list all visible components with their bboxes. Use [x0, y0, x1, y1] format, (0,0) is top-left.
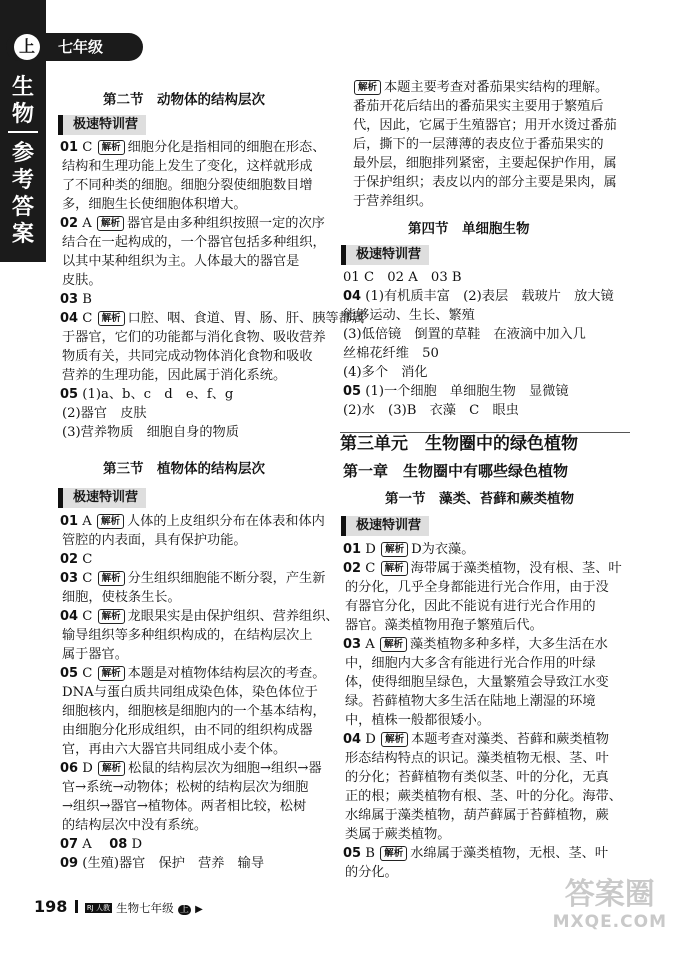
answer-text: 人体的上皮组织分布在体表和体内 [127, 514, 325, 529]
answer-line [60, 531, 330, 550]
answer-line [353, 78, 633, 97]
answer-choice: B [82, 292, 92, 307]
analysis-tag: 解析 [98, 311, 125, 326]
question-number: 05 [60, 666, 79, 681]
section-2-title: 第二节 动物体的结构层次 [103, 92, 265, 108]
question-number: 06 [60, 761, 79, 776]
answer-line [60, 176, 330, 195]
question-number: 01 [343, 542, 362, 557]
answer-line [60, 683, 330, 702]
answer-text: 海带属于藻类植物，没有根、茎、叶 [410, 561, 622, 576]
answer-line [60, 854, 330, 873]
answer-text: 藻类植物多种多样，大多生活在水 [410, 637, 608, 652]
analysis-tag: 解析 [98, 761, 125, 776]
analysis-tag: 解析 [98, 571, 125, 586]
watermark [553, 878, 667, 932]
analysis-tag: 解析 [354, 80, 381, 95]
answer-line [343, 325, 633, 344]
answer-line [60, 214, 330, 233]
analysis-tag: 解析 [97, 514, 124, 529]
answer-line [343, 268, 633, 287]
answer-choice: D [131, 837, 143, 852]
answer-text: 最外层，细胞排列紧密，主要起保护作用，属 [353, 156, 617, 171]
volume-badge: 上 [179, 905, 189, 915]
answer-line [343, 306, 633, 325]
answer-line [60, 404, 330, 423]
answer-choice: A [82, 514, 92, 529]
answer-text: D为衣藻。 [411, 542, 475, 557]
answer-line [60, 816, 330, 835]
answer-text: 中，植株一般都很矮小。 [345, 713, 491, 728]
answer-text: 结构和生理功能上发生了变化，这样就形成 [62, 159, 313, 174]
answer-text: 松鼠的结构层次为细胞→组织→器 [128, 761, 322, 776]
answer-line [343, 578, 633, 597]
answer-text: 代，因此，它属于生殖器官；用开水烫过番茄 [353, 118, 617, 133]
answer-line [60, 664, 330, 683]
answer-line [353, 116, 633, 135]
answer-text: 由细胞分化形成组织，由不同的组织构成器 [62, 723, 313, 738]
answer-text: (4)多个 消化 [343, 365, 428, 380]
answer-text: 后，撕下的一层薄薄的表皮位于番茄果实的 [353, 137, 604, 152]
answer-line [343, 559, 633, 578]
answer-text: (1)有机质丰富 (2)表层 载玻片 放大镜 [365, 289, 614, 304]
page-number: 198 [34, 897, 68, 916]
practice-badge: 极速特训营 [341, 245, 429, 265]
answer-choice: D [82, 761, 93, 776]
answer-text: 多，细胞生长使细胞体积增大。 [62, 197, 247, 212]
answer-line [60, 385, 330, 404]
analysis-tag: 解析 [381, 542, 408, 557]
page-footer [34, 897, 203, 916]
answer-text: 细胞，使枝条生长。 [62, 590, 181, 605]
book-title: 生物七年级 [116, 901, 174, 915]
answer-text: 器官是由多种组织按照一定的次序 [127, 216, 325, 231]
section-2-answers [60, 138, 365, 442]
answer-line [343, 673, 633, 692]
answer-text: 丝棉花纤维 50 [343, 346, 439, 361]
section-4-answers [343, 268, 633, 420]
answer-line [343, 635, 633, 654]
answer-choice: C [82, 552, 93, 567]
answer-line [60, 347, 330, 366]
answer-line [60, 759, 330, 778]
answer-text: 口腔、咽、食道、胃、肠、肝、胰等都属 [127, 311, 365, 326]
answer-line [60, 569, 330, 588]
answer-line [343, 382, 633, 401]
answer-line [60, 195, 330, 214]
answer-text: (1)一个细胞 单细胞生物 显微镜 [365, 384, 569, 399]
answer-text: (2)器官 皮肤 [62, 406, 147, 421]
answer-text: →组织→器官→植物体。两者相比较，松树 [62, 799, 307, 814]
answer-line [60, 290, 330, 309]
answer-line [343, 616, 633, 635]
answer-text: 官，再由六大器官共同组成小麦个体。 [62, 742, 287, 757]
answer-text: 形态结构特点的识记。藻类植物无根、茎、叶 [345, 751, 609, 766]
semester-badge: 上 [14, 34, 40, 60]
answer-line [343, 597, 633, 616]
answer-line [343, 401, 633, 420]
answer-text: 中，细胞内大多含有能进行光合作用的叶绿 [345, 656, 596, 671]
answer-text: 于保护组织；表皮以内的部分主要是果肉，属 [353, 175, 617, 190]
answer-text: (2)水 (3)B 衣藻 C 眼虫 [343, 403, 519, 418]
answer-line [343, 806, 633, 825]
answer-choice: A [82, 216, 92, 231]
answer-text: (3)低倍镜 倒置的草鞋 在液滴中加入几 [343, 327, 586, 342]
answer-line [353, 173, 633, 192]
answer-line [343, 540, 633, 559]
answer-choice: A [82, 837, 92, 852]
answer-line [60, 252, 330, 271]
answer-text: 于营养组织。 [353, 194, 433, 209]
answer-choice: D [365, 732, 376, 747]
answer-text: 体，使得细胞呈绿色，大量繁殖会导致江水变 [345, 675, 609, 690]
analysis-tag: 解析 [381, 561, 408, 576]
answer-text: 本题主要考查对番茄果实结构的理解。 [384, 80, 609, 95]
answer-line [60, 512, 330, 531]
answer-line [343, 730, 633, 749]
question-number: 04 [343, 732, 362, 747]
answer-line [60, 271, 330, 290]
answer-line [343, 844, 633, 863]
answer-line [343, 768, 633, 787]
answer-text: 的分化；苔藓植物有类似茎、叶的分化，无真 [345, 770, 609, 785]
answer-line [343, 363, 633, 382]
answer-text: DNA与蛋白质共同组成染色体，染色体位于 [62, 685, 318, 700]
answer-line [60, 328, 330, 347]
answer-choice: C [82, 666, 93, 681]
answer-line [60, 721, 330, 740]
answer-line [343, 749, 633, 768]
answer-line [343, 711, 633, 730]
question-number: 02 [60, 552, 79, 567]
answer-text: 管腔的内表面，具有保护功能。 [62, 533, 247, 548]
answer-text: 属于器官。 [62, 647, 128, 662]
answer-choice: C [82, 571, 93, 586]
question-number: 05 [60, 387, 79, 402]
answer-text: 本题是对植物体结构层次的考查。 [127, 666, 326, 681]
unit-title: 第三单元 生物圈中的绿色植物 [340, 434, 578, 454]
answer-text: 分生组织细胞能不断分裂，产生新 [127, 571, 326, 586]
answer-choice: C [82, 311, 93, 326]
practice-badge: 极速特训营 [58, 488, 146, 508]
question-number: 04 [60, 609, 79, 624]
answer-text: 的分化。 [345, 865, 398, 880]
answer-line [343, 825, 633, 844]
answer-line [343, 287, 633, 306]
answer-text: 细胞核内，细胞核是细胞内的一个基本结构， [62, 704, 326, 719]
answer-line [60, 626, 330, 645]
analysis-tag: 解析 [98, 140, 125, 155]
answer-line [353, 192, 633, 211]
analysis-tag: 解析 [98, 666, 125, 681]
analysis-tag: 解析 [97, 216, 124, 231]
answer-text: 本题考查对藻类、苔藓和蕨类植物 [411, 732, 609, 747]
analysis-tag: 解析 [380, 637, 407, 652]
answer-line [343, 787, 633, 806]
answer-text: 物质有关，共同完成动物体消化食物和吸收 [62, 349, 313, 364]
practice-badge: 极速特训营 [58, 115, 146, 135]
answer-text: (生殖)器官 保护 营养 输导 [82, 856, 265, 871]
question-number: 03 [60, 571, 79, 586]
answer-line [60, 607, 339, 626]
next-arrow-icon: ▶ [195, 904, 203, 915]
answer-choice: C [82, 140, 93, 155]
answer-text: 官→系统→动物体；松树的结构层次为细胞 [62, 780, 309, 795]
question-number: 01 [60, 514, 79, 529]
answer-text: 龙眼果实是由保护组织、营养组织、 [127, 609, 339, 624]
answer-text: 皮肤。 [62, 273, 102, 288]
question-number: 04 [343, 289, 362, 304]
answer-line [353, 154, 633, 173]
answer-text: 了不同种类的细胞。细胞分裂使细胞数目增 [62, 178, 313, 193]
answer-text: 器官。藻类植物用孢子繁殖后代。 [345, 618, 543, 633]
answer-line [353, 97, 633, 116]
answer-line [60, 423, 330, 442]
answer-text: 输导组织等多种组织构成的，在结构层次上 [62, 628, 313, 643]
answer-line [60, 797, 330, 816]
section-1-title: 第一节 藻类、苔藓和蕨类植物 [385, 491, 574, 507]
answer-text: 能够运动、生长、繁殖 [343, 308, 475, 323]
question-number: 05 [343, 384, 362, 399]
answer-text: 于器官，它们的功能都与消化食物、吸收营养 [62, 330, 326, 345]
publisher-badge: RJ 人教 [86, 904, 110, 912]
answer-line [60, 309, 365, 328]
answer-line [60, 588, 330, 607]
footer-bar [75, 900, 78, 913]
answer-choice: D [365, 542, 376, 557]
answer-text: (1)a、b、c d e、f、g [82, 387, 234, 402]
question-number: 08 [109, 837, 128, 852]
answer-text: 的结构层次中没有系统。 [62, 818, 208, 833]
answer-choice: A [365, 637, 375, 652]
subject-label: 生物 [11, 75, 34, 127]
question-number: 03 [60, 292, 79, 307]
answer-text: 细胞分化是指相同的细胞在形态、 [127, 140, 326, 155]
question-number: 02 [343, 561, 362, 576]
chapter-title: 第一章 生物圈中有哪些绿色植物 [343, 462, 569, 480]
question-number: 03 [343, 637, 362, 652]
answer-text: 的分化，几乎全身都能进行光合作用，由于没 [345, 580, 609, 595]
answer-choice: C [82, 609, 93, 624]
answer-text: 番茄开花后结出的番茄果实主要用于繁殖后 [353, 99, 604, 114]
answer-line [343, 654, 633, 673]
question-number: 02 [60, 216, 79, 231]
question-number: 04 [60, 311, 79, 326]
analysis-tag: 解析 [381, 732, 408, 747]
answer-text: 01 C 02 A 03 B [343, 270, 462, 285]
answer-choice: B [365, 846, 375, 861]
answer-line [343, 344, 633, 363]
answer-line [353, 135, 633, 154]
question-number: 09 [60, 856, 79, 871]
question-number: 05 [343, 846, 362, 861]
question-number: 07 [60, 837, 79, 852]
answer-line [60, 550, 330, 569]
answer-line [343, 692, 633, 711]
answer-line [60, 702, 330, 721]
answer-text: 有器官分化，因此不能说有进行光合作用的 [345, 599, 596, 614]
answer-line [60, 835, 330, 854]
watermark-url: MXQE.COM [552, 912, 667, 932]
section-3-title: 第三节 植物体的结构层次 [103, 461, 265, 477]
answer-line [60, 645, 330, 664]
analysis-tag: 解析 [98, 609, 125, 624]
answer-text: 营养的生理功能，因此属于消化系统。 [62, 368, 287, 383]
tomato-answer [353, 78, 633, 211]
question-number: 01 [60, 140, 79, 155]
watermark-logo: 答案圈 [564, 877, 655, 912]
answer-text: 结合在一起构成的，一个器官包括多种组织， [62, 235, 326, 250]
answer-text: 以其中某种组织为主。人体最大的器官是 [62, 254, 300, 269]
answer-line [60, 157, 330, 176]
answer-text: 水绵属于藻类植物，葫芦藓属于苔藓植物，蕨 [345, 808, 609, 823]
answer-line [60, 138, 330, 157]
section-1-answers [343, 540, 633, 882]
answer-text: 类属于蕨类植物。 [345, 827, 451, 842]
answer-text: 水绵属于藻类植物，无根、茎、叶 [410, 846, 609, 861]
answer-line [60, 366, 330, 385]
answer-line [60, 233, 330, 252]
grade-label: 七年级 [58, 38, 104, 56]
section-3-answers [60, 512, 339, 873]
answer-text: 绿。苔藓植物大多生活在陆地上潮湿的环境 [345, 694, 596, 709]
answer-text: (3)营养物质 细胞自身的物质 [62, 425, 239, 440]
analysis-tag: 解析 [380, 846, 407, 861]
answer-line [60, 740, 330, 759]
practice-badge: 极速特训营 [341, 516, 429, 536]
answer-text: 正的根；蕨类植物有根、茎、叶的分化。海带、 [345, 789, 622, 804]
answer-line [60, 778, 330, 797]
answer-choice: C [365, 561, 376, 576]
sidebar-divider [8, 131, 38, 133]
section-4-title: 第四节 单细胞生物 [408, 221, 530, 237]
answer-key-label: 参考答案 [11, 141, 34, 247]
